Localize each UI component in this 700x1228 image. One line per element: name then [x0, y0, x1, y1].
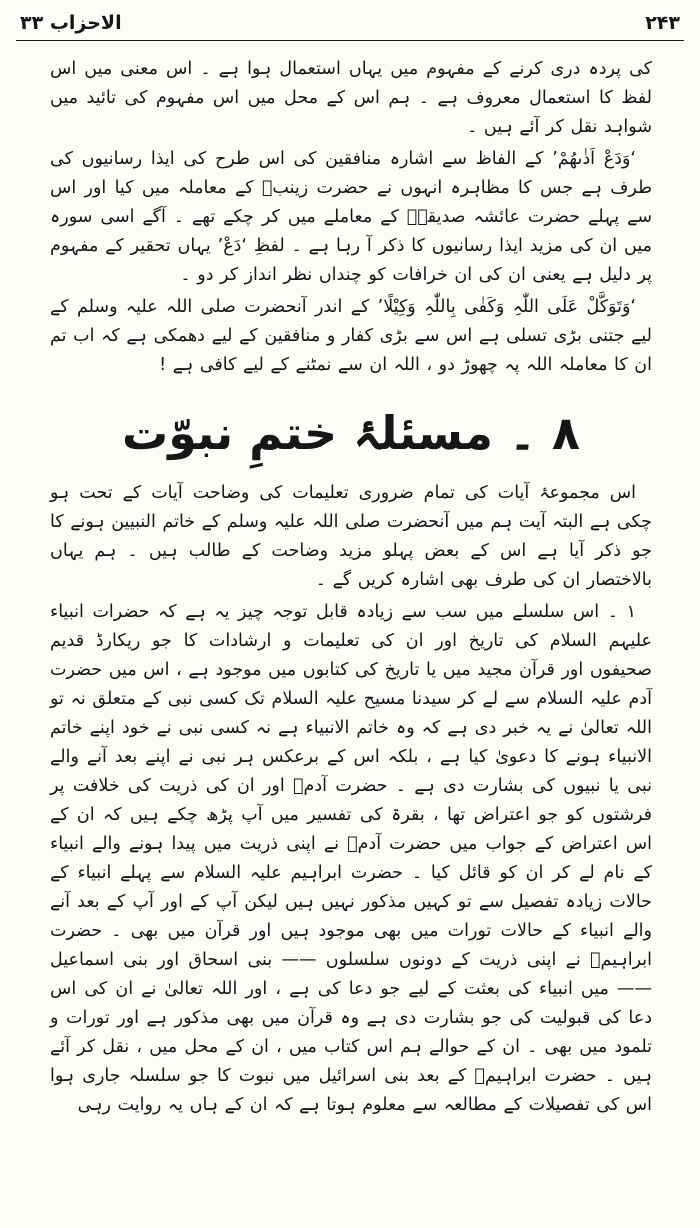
section-heading-khatm-e-nubuwwat: ۸ ۔ مسئلۂ ختمِ نبوّت [121, 406, 580, 460]
paragraph-tawakkal: ‘وَتَوَکَّلْ عَلَی اللّٰہِ وَکَفٰی بِاللّٰہِ وَکِیْلًا’ کے اندر آنحضرت صلی اللہ علیہ وسلم کے لیے جتنی بڑی تسلی ہے اس سے بڑی کفار و منافقین کے لیے دھمکی ہے کہ اب تم ان کا معاملہ اللہ پہ چھوڑ دو ، اللہ ان سے نمٹنے کے لیے کافی ہے ! [50, 297, 652, 375]
surah-title: الاحزاب ۳۳ [20, 12, 122, 34]
paragraph-continuation: کی پردہ دری کرنے کے مفہوم میں یہاں استعمال ہوا ہے ۔ اس معنی میں اس لفظ کا استعمال معروف ہے ۔ ہم اس کے محل میں اس مفہوم کی تائید میں شواہد نقل کر آئے ہیں ۔ [50, 59, 652, 137]
page-header [16, 10, 684, 41]
page-body [50, 55, 652, 1120]
paragraph-section-intro: اس مجموعۂ آیات کی تمام ضروری تعلیمات کی وضاحت آیات کے تحت ہو چکی ہے البتہ آیت ہم میں آنحضرت صلی اللہ علیہ وسلم کے خاتم النبیین ہونے کا جو ذکر آیا ہے اس کے بعض پہلو مزید وضاحت کے طالب ہیں ۔ ہم یہاں بالاختصار ان کی طرف بھی اشارہ کریں گے ۔ [50, 483, 652, 591]
paragraph-wada-adhahum: ‘وَدَعْ اَذٰىهُمْ’ کے الفاظ سے اشارہ منافقین کی اس طرح کی ایذا رسانیوں کی طرف ہے جس کا مظاہرہ انہوں نے حضرت زینبؓ کے معاملہ میں کیا اور اس سے پہلے حضرت عائشہ صدیقہؓ کے معاملے میں کر چکے تھے ۔ آگے اسی سورہ میں ان کی مزید ایذا رسانیوں کا ذکر آ رہا ہے ۔ لفظِ ‘دَعْ’ یہاں تحقیر کے مفہوم پر دلیل ہے یعنی ان کی ان خرافات کو چنداں نظر انداز کر دو ۔ [50, 149, 652, 285]
page-number: ۲۴۳ [645, 12, 680, 34]
paragraph-point-one: ۱ ۔ اس سلسلے میں سب سے زیادہ قابل توجہ چیز یہ ہے کہ حضرات انبیاء علیہم السلام کی تاریخ اور ان کی تعلیمات و ارشادات کا جو ریکارڈ قدیم صحیفوں اور قرآن مجید میں یا تاریخ کی کتابوں میں موجود ہے ، اس میں حضرت آدم علیہ السلام سے لے کر سیدنا مسیح علیہ السلام تک کسی نبی کے متعلق نہ تو اللہ تعالیٰ نے یہ خبر دی ہے کہ وہ خاتم الانبیاء ہے نہ کسی نبی نے خود اپنے خاتم الانبیاء ہونے کا دعویٰ کیا ہے ، بلکہ اس کے برعکس ہر نبی نے اپنے بعد آنے والے نبی یا نبیوں کی بشارت دی ہے ۔ حضرت آدمؑ اور ان کی ذریت کی خلافت پر فرشتوں کو جو اعتراض تھا ، بقرۃ کی تفسیر میں آپ پڑھ چکے ہیں کہ ان کے اس اعتراض کے جواب میں حضرت آدمؑ نے اپنی ذریت میں پیدا ہونے والے انبیاء کے نام لے کر ان کو قائل کیا ۔ حضرت ابراہیم علیہ السلام سے پہلے انبیاء کے حالات زیادہ تفصیل سے تو کہیں مذکور نہیں ہیں لیکن آپ کے اور آپ کے بعد آنے والے انبیاء کے حالات تورات میں بھی موجود ہیں اور قرآن میں بھی ۔ حضرت ابراہیمؑ نے اپنی ذریت کے دونوں سلسلوں —— بنی اسحاق اور بنی اسماعیل —— میں انبیاء کی بعثت کے لیے جو دعا کی ہے ، اور اللہ تعالیٰ نے ان کی اس دعا کی قبولیت کی جو بشارت دی ہے وہ قرآن میں بھی مذکور ہے اور تورات و تلمود میں بھی ۔ ان کے حوالے ہم اس کتاب میں ، ان کے محل میں ، نقل کر آئے ہیں ۔ حضرت ابراہیمؑ کے بعد بنی اسرائیل میں نبوت کا جو سلسلہ جاری ہوا اس کی تفصیلات کے مطالعہ سے معلوم ہوتا ہے کہ ان کے ہاں یہ روایت رہی [50, 602, 652, 1116]
